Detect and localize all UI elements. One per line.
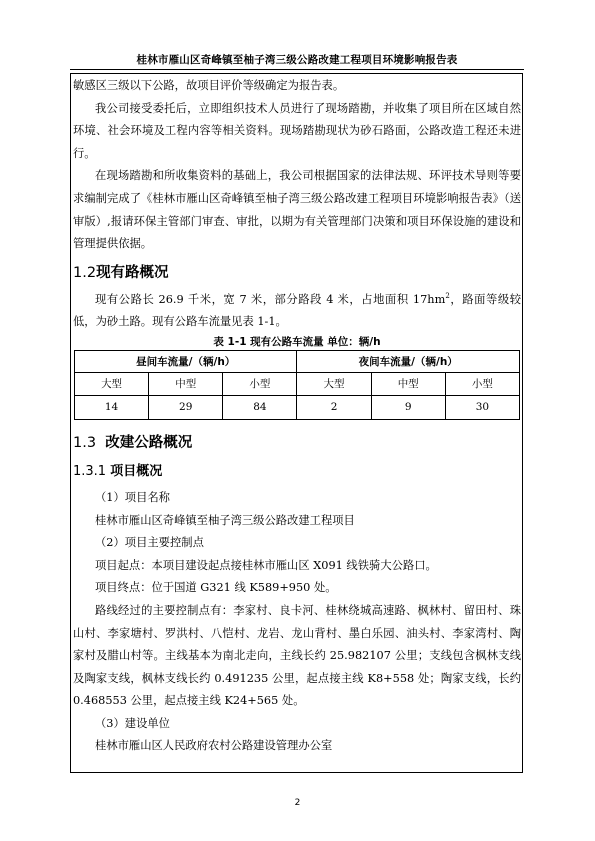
- section-number: 1.3: [73, 434, 97, 451]
- table-cell: 30: [445, 395, 519, 419]
- night-traffic-header: 夜间车流量/（辆/h）: [297, 350, 520, 372]
- column-header: 小型: [445, 372, 519, 395]
- column-header: 小型: [223, 372, 297, 395]
- table-row: [75, 395, 520, 419]
- table-cell: 9: [371, 395, 445, 419]
- column-header: 大型: [75, 372, 149, 395]
- project-end: 项目终点：位于国道 G321 线 K589+950 处。: [95, 581, 337, 595]
- section-1-3-1-heading: [73, 459, 521, 485]
- intro-paragraph-2: 我公司接受委托后，立即组织技术人员进行了现场踏勘，并收集了项目所在区域自然环境、社会环境及工程内容等相关资料。现场踏勘现状为砂石路面，公路改造工程还未进行。: [73, 101, 521, 160]
- table-header-row: [75, 372, 520, 395]
- existing-road-paragraph: [73, 289, 521, 334]
- intro-paragraph-1: 敏感区三级以下公路，故项目评价等级确定为报告表。: [73, 79, 345, 92]
- para-text: 现有公路长 26.9 千米，宽 7 米，部分路段 4 米，占地面积 17hm: [95, 292, 446, 306]
- day-traffic-header: 昼间车流量/（辆/h）: [75, 350, 297, 372]
- table-caption: 表 1-1 现有公路车流量 单位：辆/h: [213, 335, 381, 348]
- section-title: 改建公路概况: [105, 434, 193, 451]
- project-name: 桂林市雁山区奇峰镇至柚子湾三级公路改建工程项目: [95, 513, 355, 527]
- section-1-2-heading: [73, 260, 521, 286]
- superscript: 2: [445, 291, 450, 300]
- para-text-end: ，路面等级较低，为砂土路。现有公路车流量见表 1-1。: [73, 292, 521, 329]
- column-header: 中型: [371, 372, 445, 395]
- section-1-3-heading: [73, 430, 521, 456]
- intro-paragraph-3: 在现场踏勘和所收集资料的基础上，我公司根据国家的法律法规、环评技术导则等要求编制完成了《桂林市雁山区奇峰镇至柚子湾三级公路改建工程项目环境影响报告表》（送审版）,报请环保主管部门审查、审批，以期为有关管理部门决策和项目环保设施的建设和管理提供依据。: [73, 169, 521, 251]
- page-content: [73, 75, 521, 758]
- project-start: 项目起点：本项目建设起点接桂林市雁山区 X091 线铁骑大公路口。: [95, 558, 437, 572]
- traffic-table: [74, 350, 520, 420]
- column-header: 中型: [149, 372, 223, 395]
- subsection-title: 项目概况: [110, 463, 163, 479]
- section-number: 1.2: [73, 264, 97, 281]
- page-number: 2: [294, 798, 301, 808]
- document-header: 桂林市雁山区奇峰镇至柚子湾三级公路改建工程项目环境影响报告表: [136, 54, 458, 66]
- project-name-label: （1）项目名称: [95, 490, 170, 504]
- section-title: 现有路概况: [96, 264, 169, 281]
- header-rule: [70, 69, 524, 70]
- route-description: 路线经过的主要控制点有：李家村、良卡河、桂林绕城高速路、枫林村、留田村、珠山村、李家塘村、罗洪村、八恺村、龙岩、龙山背村、墨白乐园、油头村、李家湾村、陶家村及腊山村等。主线基本为南北走向，主线长约 25.982107 公里；支线包含枫林支线及陶家支线，枫林支线长约 0.491235 公里，起点接主线 K8+558 处；陶家支线，长约 0.468553 公里，起点接主线 K24+565 处。: [73, 603, 521, 708]
- control-points-label: （2）项目主要控制点: [95, 536, 204, 550]
- table-cell: 84: [223, 395, 297, 419]
- table-group-row: [75, 350, 520, 372]
- construction-unit-label: （3）建设单位: [95, 716, 170, 730]
- table-cell: 29: [149, 395, 223, 419]
- construction-unit: 桂林市雁山区人民政府农村公路建设管理办公室: [95, 739, 333, 753]
- table-cell: 14: [75, 395, 149, 419]
- table-cell: 2: [297, 395, 371, 419]
- subsection-number: 1.3.1: [73, 463, 107, 479]
- column-header: 大型: [297, 372, 371, 395]
